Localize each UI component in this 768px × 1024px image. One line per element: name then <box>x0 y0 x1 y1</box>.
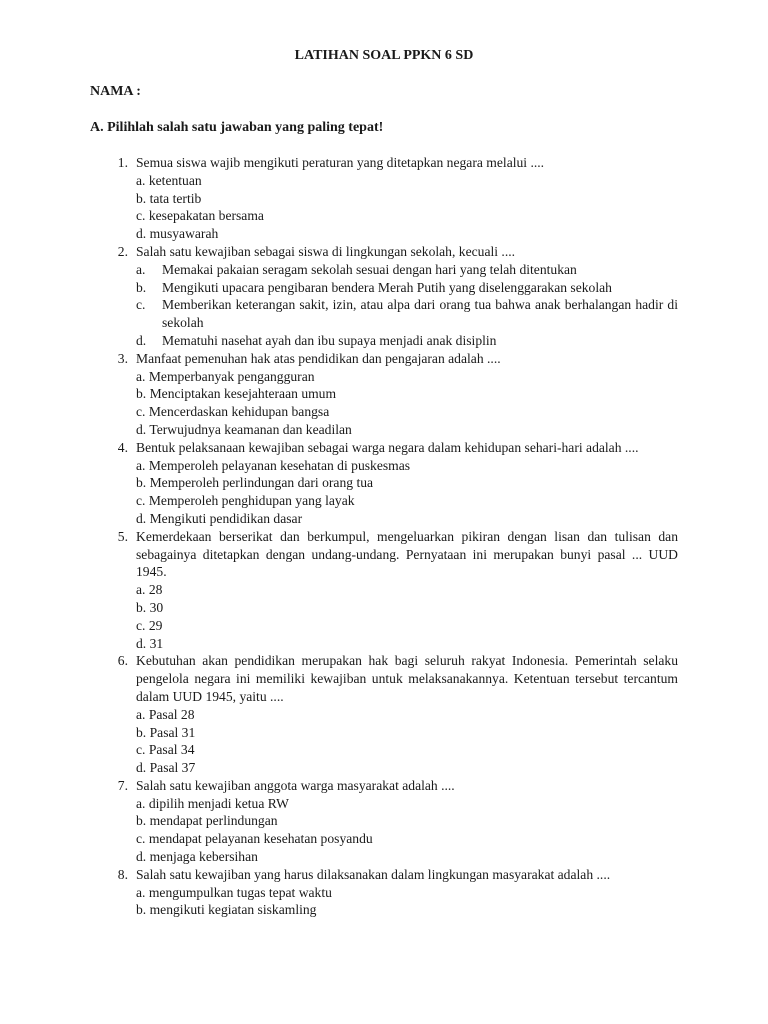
question-number: 1. <box>117 155 128 170</box>
option-c: c. Mencerdaskan kehidupan bangsa <box>136 404 330 420</box>
option-a: a. Memperbanyak pengangguran <box>136 368 315 384</box>
question-text: Salah satu kewajiban anggota warga masyarakat adalah .... <box>136 777 455 793</box>
option-c <box>136 296 678 332</box>
option-letter: c. <box>136 297 146 313</box>
question-text: Kemerdekaan berserikat dan berkumpul, mengeluarkan pikiran dengan lisan dan tulisan dan sebagainya ditetapkan dengan undang-undang. Pernyataan ini merupakan bunyi pasal ... UUD 1945. <box>136 528 678 580</box>
option-d: d. musyawarah <box>136 226 219 242</box>
option-text: Mengikuti upacara pengibaran bendera Merah Putih yang diselenggarakan sekolah <box>162 279 612 295</box>
option-c: c. Memperoleh penghidupan yang layak <box>136 493 355 509</box>
option-letter: d. <box>136 332 147 348</box>
question-number: 5. <box>117 528 128 544</box>
question-text: Kebutuhan akan pendidikan merupakan hak bagi seluruh rakyat Indonesia. Pemerintah selaku pengelola negara ini memiliki kewajiban untuk melaksanakannya. Ketentuan tersebut tercantum dalam UUD 1945, yaitu .... <box>136 653 678 704</box>
question-6 <box>110 652 678 777</box>
name-label: NAMA : <box>90 84 141 99</box>
question-text: Semua siswa wajib mengikuti peraturan yang ditetapkan negara melalui .... <box>136 155 545 170</box>
option-b: b. Memperoleh perlindungan dari orang tua <box>136 475 374 491</box>
option-letter: b. <box>136 279 147 295</box>
question-text: Salah satu kewajiban yang harus dilaksanakan dalam lingkungan masyarakat adalah .... <box>136 866 611 882</box>
option-d: d. menjaga kebersihan <box>136 849 258 865</box>
question-number: 4. <box>117 439 128 455</box>
question-number: 8. <box>117 866 128 882</box>
question-number: 2. <box>117 243 128 259</box>
option-d: d. Pasal 37 <box>136 760 196 776</box>
option-letter: a. <box>136 261 146 277</box>
option-a: a. ketentuan <box>136 172 202 188</box>
option-a: a. Pasal 28 <box>136 706 195 722</box>
option-a: a. mengumpulkan tugas tepat waktu <box>136 884 332 900</box>
section-title: A. Pilihlah salah satu jawaban yang paling tepat! <box>90 120 384 135</box>
option-b: b. Menciptakan kesejahteraan umum <box>136 386 337 402</box>
option-text: Memakai pakaian seragam sekolah sesuai dengan hari yang telah ditentukan <box>162 261 577 277</box>
document-title: LATIHAN SOAL PPKN 6 SD <box>294 48 474 63</box>
option-a: a. dipilih menjadi ketua RW <box>136 795 289 811</box>
option-b: b. mendapat perlindungan <box>136 813 278 829</box>
option-a: a. 28 <box>136 582 163 598</box>
option-text: Memberikan keterangan sakit, izin, atau alpa dari orang tua bahwa anak berhalangan hadir di sekolah <box>162 297 678 331</box>
question-1 <box>110 154 678 243</box>
option-d: d. Terwujudnya keamanan dan keadilan <box>136 421 352 437</box>
question-number: 6. <box>117 653 128 669</box>
option-b: b. tata tertib <box>136 190 202 206</box>
question-number: 3. <box>117 350 128 366</box>
option-b: b. Pasal 31 <box>136 724 196 740</box>
option-b: b. 30 <box>136 599 164 615</box>
question-list <box>110 154 678 919</box>
question-4 <box>110 439 678 528</box>
option-d <box>136 332 678 350</box>
question-number: 7. <box>117 777 128 793</box>
option-c: c. 29 <box>136 617 163 633</box>
option-a <box>136 261 678 279</box>
question-text: Manfaat pemenuhan hak atas pendidikan dan pengajaran adalah .... <box>136 350 501 366</box>
question-8 <box>110 866 678 919</box>
question-text: Salah satu kewajiban sebagai siswa di lingkungan sekolah, kecuali .... <box>136 243 516 259</box>
question-7 <box>110 777 678 866</box>
option-d: d. 31 <box>136 635 164 651</box>
option-a: a. Memperoleh pelayanan kesehatan di puskesmas <box>136 457 411 473</box>
option-text: Mematuhi nasehat ayah dan ibu supaya menjadi anak disiplin <box>162 332 497 348</box>
option-c: c. mendapat pelayanan kesehatan posyandu <box>136 831 373 847</box>
option-d: d. Mengikuti pendidikan dasar <box>136 510 303 526</box>
option-b <box>136 279 678 297</box>
question-text: Bentuk pelaksanaan kewajiban sebagai warga negara dalam kehidupan sehari-hari adalah .... <box>136 439 639 455</box>
question-2 <box>110 243 678 350</box>
question-3 <box>110 350 678 439</box>
question-5 <box>110 528 678 653</box>
option-c: c. Pasal 34 <box>136 742 195 758</box>
option-c: c. kesepakatan bersama <box>136 208 264 224</box>
option-b: b. mengikuti kegiatan siskamling <box>136 902 317 918</box>
